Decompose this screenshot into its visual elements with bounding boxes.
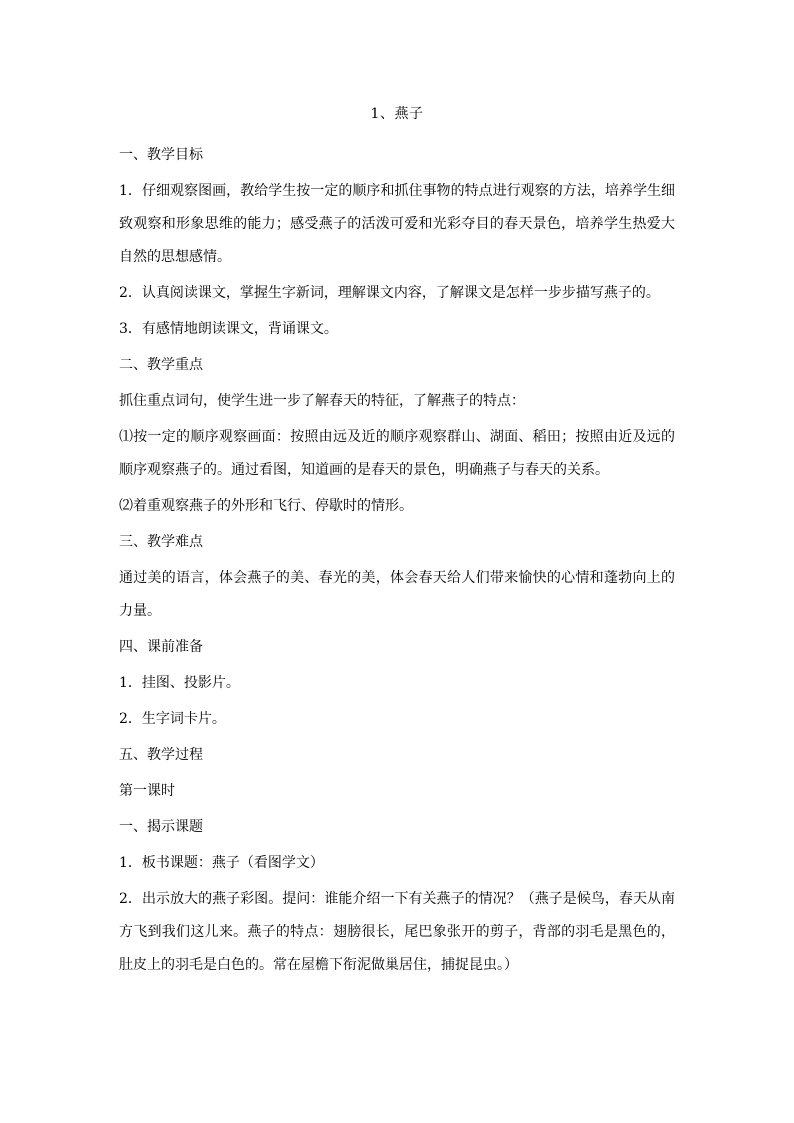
lesson-period-label: 第一课时 <box>119 783 175 799</box>
process-item-1: 1．板书课题：燕子（看图学文） <box>119 855 324 871</box>
section-heading-preparation: 四、课前准备 <box>119 639 203 655</box>
section-heading-key-points: 二、教学重点 <box>119 357 203 373</box>
objective-item-3: 3．有感情地朗读课文，背诵课文。 <box>119 321 338 337</box>
key-points-intro: 抓住重点词句，使学生进一步了解春天的特征，了解燕子的特点： <box>119 393 525 409</box>
section-heading-process: 五、教学过程 <box>119 747 203 763</box>
section-heading-objectives: 一、教学目标 <box>119 147 203 163</box>
preparation-item-1: 1．挂图、投影片。 <box>119 675 240 691</box>
document-title: 1、燕子 <box>370 106 424 122</box>
section-heading-difficulties: 三、教学难点 <box>119 534 203 550</box>
objective-item-1: 1．仔细观察图画，教给学生按一定的顺序和抓住事物的特点进行观察的方法，培养学生细致观察和形象思维的能力；感受燕子的活泼可爱和光彩夺目的春天景色，培养学生热爱大自然的思想感情。 <box>119 183 675 265</box>
objective-item-2: 2．认真阅读课文，掌握生字新词，理解课文内容，了解课文是怎样一步步描写燕子的。 <box>119 285 660 301</box>
key-point-item-1: ⑴按一定的顺序观察画面：按照由远及近的顺序观察群山、湖面、稻田；按照由近及远的顺序观察燕子的。通过看图，知道画的是春天的景色，明确燕子与春天的关系。 <box>119 429 675 478</box>
difficulty-text: 通过美的语言，体会燕子的美、春光的美，体会春天给人们带来愉快的心情和蓬勃向上的力量。 <box>119 570 675 619</box>
key-point-item-2: ⑵着重观察燕子的外形和飞行、停歇时的情形。 <box>119 498 413 514</box>
document-body <box>119 144 675 990</box>
preparation-item-2: 2．生字词卡片。 <box>119 711 226 727</box>
subsection-heading-reveal-topic: 一、揭示课题 <box>119 819 203 835</box>
process-item-2: 2．出示放大的燕子彩图。提问：谁能介绍一下有关燕子的情况？（燕子是候鸟，春天从南方飞到我们这儿来。燕子的特点：翅膀很长，尾巴象张开的剪子，背部的羽毛是黑色的，肚皮上的羽毛是白色的。常在屋檐下衔泥做巢居住，捕捉昆虫。） <box>119 891 675 973</box>
